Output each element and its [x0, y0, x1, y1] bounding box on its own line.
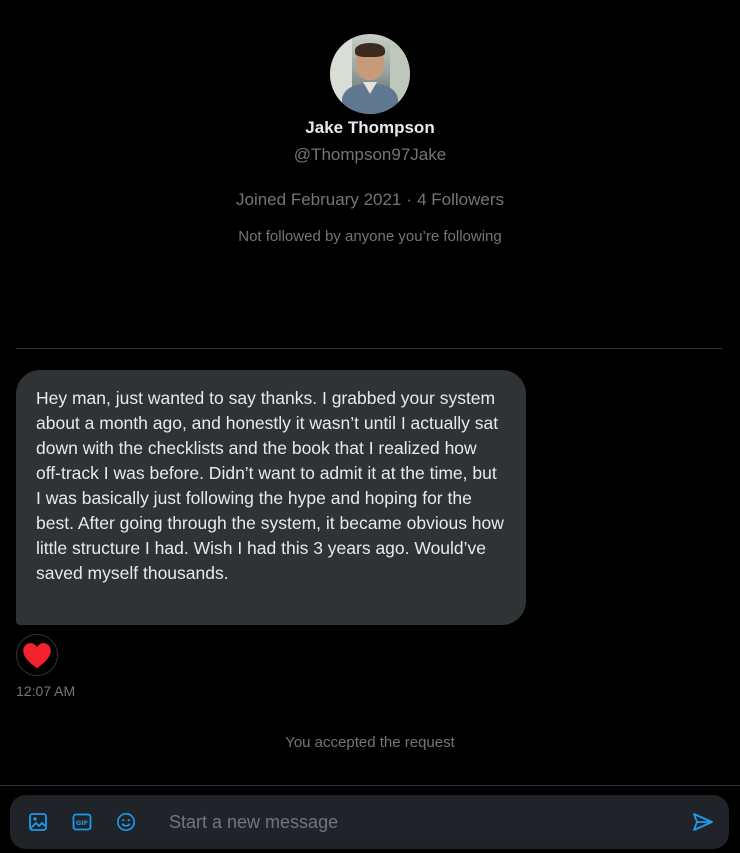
avatar[interactable] [330, 34, 410, 114]
profile-name[interactable]: Jake Thompson [305, 118, 435, 137]
followers-count[interactable]: 4 Followers [417, 190, 504, 209]
add-gif-button[interactable] [72, 812, 92, 832]
svg-text:GIF: GIF [75, 819, 89, 827]
request-status-note: You accepted the request [285, 734, 455, 751]
message-bubble[interactable]: Hey man, just wanted to say thanks. I grabbed your system about a month ago, and honestly it wasn’t until I actually sat down with the checklists and the book that I realized how off-track I was before. Didn’t want to admit it at the time, but I was basically just following the hype and hoping for the best. After going through the system, it became obvious how little structure I had. Wish I had this 3 years ago. Would’ve saved myself thousands. [16, 370, 526, 625]
emoji-icon [116, 811, 136, 833]
message-input[interactable] [169, 812, 639, 833]
joined-date: Joined February 2021 [236, 190, 402, 209]
add-emoji-button[interactable] [116, 812, 136, 832]
profile-meta [0, 190, 740, 210]
send-icon [692, 812, 714, 832]
message-composer [10, 795, 729, 849]
divider [16, 348, 722, 349]
composer-divider [0, 785, 740, 786]
heart-icon [22, 641, 52, 669]
profile-header [0, 0, 740, 348]
send-button[interactable] [692, 812, 714, 832]
profile-handle: @Thompson97Jake [293, 145, 447, 164]
gif-icon [72, 812, 92, 832]
meta-separator: · [406, 190, 413, 209]
add-media-button[interactable] [28, 812, 48, 832]
image-icon [28, 812, 48, 832]
mutual-followers-note: Not followed by anyone you’re following [238, 228, 502, 245]
message-timestamp: 12:07 AM [16, 683, 76, 699]
reaction-badge[interactable] [16, 634, 58, 676]
